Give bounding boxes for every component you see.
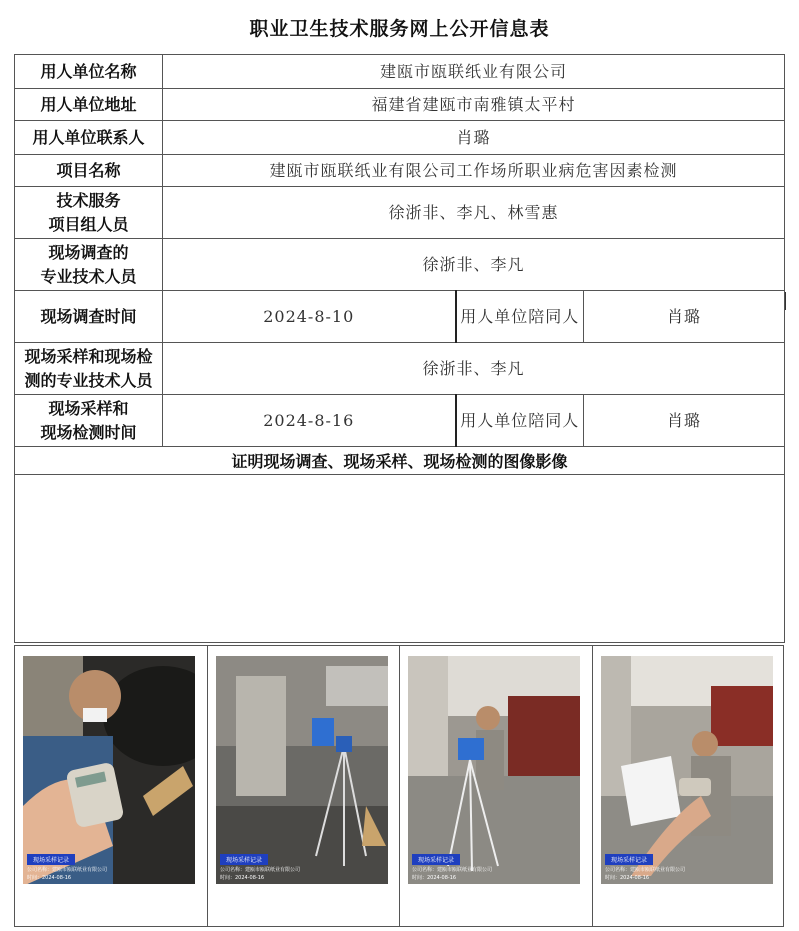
photo-3-image xyxy=(408,656,580,884)
text-cursor xyxy=(785,292,786,310)
photo-2-caption xyxy=(216,854,388,884)
survey-staff-label-line2: 专业技术人员 xyxy=(40,266,137,286)
photo-3-caption xyxy=(408,854,580,884)
photo-1-caption xyxy=(23,854,195,884)
row-sampling-time xyxy=(15,395,785,447)
photo-cell-3 xyxy=(400,646,593,926)
photo-4-caption xyxy=(601,854,773,884)
photo-2-tag: 现场采样记录 xyxy=(220,854,268,865)
sampling-time-label-line2: 现场检测时间 xyxy=(40,422,137,442)
sampling-time-label-line1: 现场采样和 xyxy=(48,398,129,418)
employer-address-label: 用人单位地址 xyxy=(15,89,163,121)
row-employer-name xyxy=(15,55,785,89)
survey-companion-value: 肖璐 xyxy=(584,291,785,343)
sampling-companion-value: 肖璐 xyxy=(584,395,785,447)
row-blank-area xyxy=(15,475,785,643)
team-members-label-line1: 技术服务 xyxy=(56,190,121,210)
team-members-value: 徐浙非、李凡、林雪惠 xyxy=(163,187,785,239)
team-members-label xyxy=(15,187,163,239)
photo-cell-4 xyxy=(593,646,783,926)
photo-4-tag: 现场采样记录 xyxy=(605,854,653,865)
sampling-staff-label-line2: 测的专业技术人员 xyxy=(24,370,153,390)
photo-2-image xyxy=(216,656,388,884)
row-employer-contact xyxy=(15,121,785,155)
sampling-staff-value: 徐浙非、李凡 xyxy=(163,343,785,395)
row-survey-staff xyxy=(15,239,785,291)
row-sampling-staff xyxy=(15,343,785,395)
photo-3-company: 公司名称：建瓯市瓯联纸业有限公司 xyxy=(412,867,493,873)
survey-staff-label xyxy=(15,239,163,291)
employer-name-label: 用人单位名称 xyxy=(15,55,163,89)
page-title: 职业卫生技术服务网上公开信息表 xyxy=(249,18,550,40)
project-name-value: 建瓯市瓯联纸业有限公司工作场所职业病危害因素检测 xyxy=(163,155,785,187)
row-employer-address xyxy=(15,89,785,121)
project-name-label: 项目名称 xyxy=(15,155,163,187)
employer-contact-label: 用人单位联系人 xyxy=(15,121,163,155)
photo-4-company: 公司名称：建瓯市瓯联纸业有限公司 xyxy=(605,867,686,873)
team-members-label-line2: 项目组人员 xyxy=(48,214,129,234)
row-project-name xyxy=(15,155,785,187)
survey-companion-label: 用人单位陪同人 xyxy=(456,291,584,343)
info-table xyxy=(14,54,785,643)
photo-1-image xyxy=(23,656,195,884)
site-photo-2 xyxy=(216,656,388,884)
photo-cell-2 xyxy=(208,646,400,926)
survey-time-value: 2024-8-10 xyxy=(163,291,456,343)
blank-area xyxy=(15,475,785,643)
site-photo-3 xyxy=(408,656,580,884)
site-photo-1 xyxy=(23,656,195,884)
photo-section-title: 证明现场调查、现场采样、现场检测的图像影像 xyxy=(15,447,785,475)
photo-2-company: 公司名称：建瓯市瓯联纸业有限公司 xyxy=(220,867,301,873)
site-photo-4 xyxy=(601,656,773,884)
survey-staff-value: 徐浙非、李凡 xyxy=(163,239,785,291)
employer-name-value: 建瓯市瓯联纸业有限公司 xyxy=(163,55,785,89)
sampling-time-value: 2024-8-16 xyxy=(163,395,456,447)
photo-4-date: 时间：2024-08-16 xyxy=(605,875,650,881)
row-photo-banner xyxy=(15,447,785,475)
sampling-staff-label-line1: 现场采样和现场检 xyxy=(24,346,153,366)
sampling-companion-label: 用人单位陪同人 xyxy=(456,395,584,447)
photo-3-date: 时间：2024-08-16 xyxy=(412,875,457,881)
employer-contact-value: 肖璐 xyxy=(163,121,785,155)
photo-4-image xyxy=(601,656,773,884)
photo-1-company: 公司名称：建瓯市瓯联纸业有限公司 xyxy=(27,867,108,873)
photo-1-tag: 现场采样记录 xyxy=(27,854,75,865)
survey-staff-label-line1: 现场调查的 xyxy=(48,242,129,262)
sampling-staff-label xyxy=(15,343,163,395)
photo-cell-1 xyxy=(15,646,208,926)
survey-time-label: 现场调查时间 xyxy=(15,291,163,343)
row-team-members xyxy=(15,187,785,239)
photo-3-tag: 现场采样记录 xyxy=(412,854,460,865)
sampling-time-label xyxy=(15,395,163,447)
photo-1-date: 时间：2024-08-16 xyxy=(27,875,72,881)
employer-address-value: 福建省建瓯市南雅镇太平村 xyxy=(163,89,785,121)
row-survey-time xyxy=(15,291,785,343)
photo-strip xyxy=(14,645,784,927)
photo-2-date: 时间：2024-08-16 xyxy=(220,875,265,881)
